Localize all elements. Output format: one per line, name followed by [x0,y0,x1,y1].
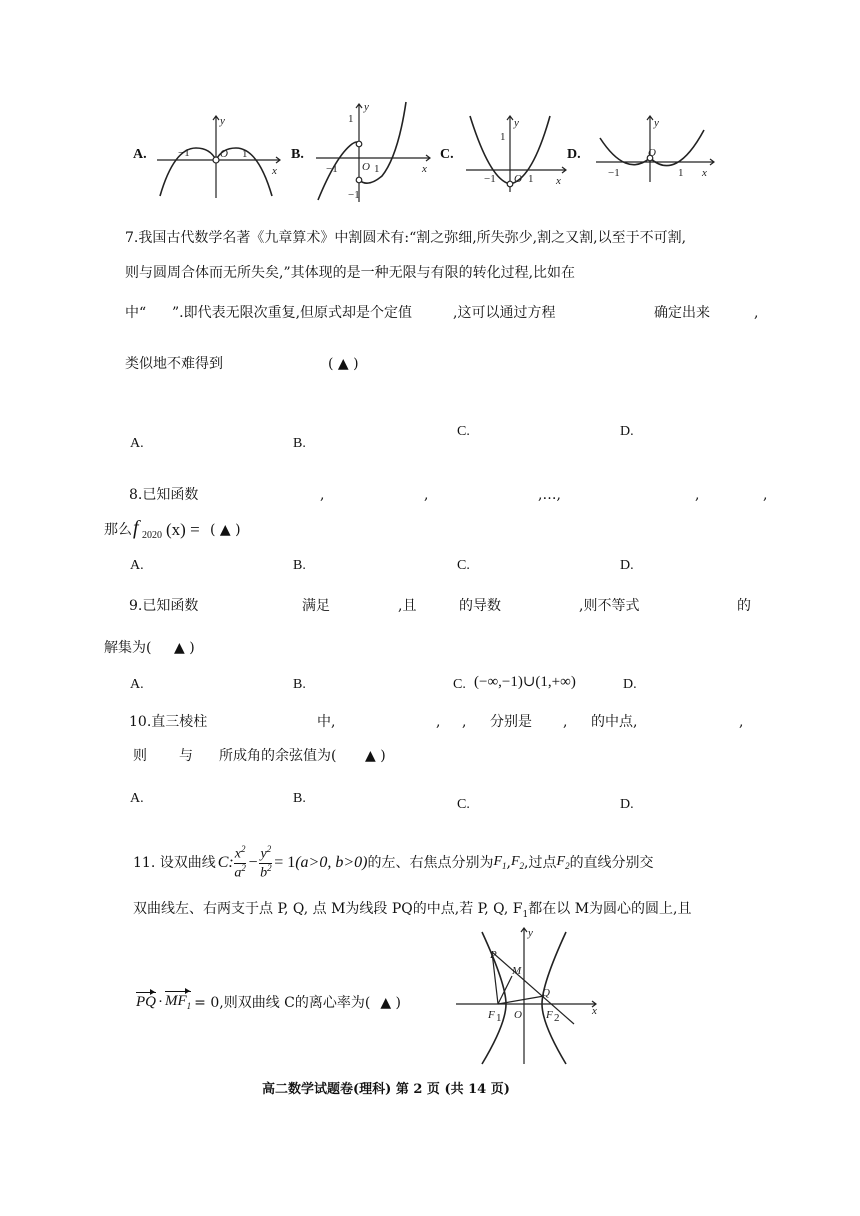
graph-c-tick-y1: 1 [500,131,506,143]
q8-f-symbol: f [133,517,139,539]
q11-prefix: 11. 设双曲线 [133,855,216,871]
q8-comma-3: ,…, [538,487,561,503]
q11-rest-1c: ,过点 [524,855,557,871]
graph-c-x-label: x [556,175,561,187]
graph-c [462,112,570,198]
q9-answer-mark: ▲ ) [174,640,195,656]
q9-text-satisfy: 满足 [302,598,330,614]
graph-d-x-label: x [702,167,707,179]
graph-option-a-label: A. [133,147,147,162]
graph-a-tick-1: 1 [242,148,248,160]
q8-option-c: C. [457,558,470,573]
svg-text:1: 1 [496,1012,502,1024]
q10-line-2-rest: 所成角的余弦值为( [219,748,337,764]
graph-b [312,100,434,204]
hyperbola-point-q: Q [542,987,550,999]
q10-comma-2: , [462,714,467,730]
graph-b-tick-y1: 1 [348,113,354,125]
graph-b-x-label: x [422,163,427,175]
graph-d-origin: O [648,147,656,159]
hyperbola-point-p: P [490,949,497,961]
q10-answer-mark: ▲ ) [365,748,386,764]
graph-d-y-label: y [654,117,659,129]
q10-line-2-and: 与 [179,748,193,764]
hyperbola-origin: O [514,1009,522,1021]
q11-rest-1d: 的直线分别交 [569,855,654,871]
graph-a-y-label: y [220,115,225,127]
q11-fraction-x: $\frac{x^2}{a^2}$ [234,844,246,881]
q8-comma-2: , [424,487,429,503]
q8-option-a: A. [130,558,144,573]
q8-comma-1: , [320,487,325,503]
q9-text-inequality: ,则不等式 [579,598,640,614]
q9-option-c-value: (−∞,−1)∪(1,+∞) [474,674,576,690]
hyperbola-point-f2: F [546,1009,553,1021]
svg-text:2: 2 [554,1012,560,1024]
hyperbola-y-label: y [528,927,533,939]
hyperbola-figure [454,924,604,1068]
q9-text-de: 的 [737,598,751,614]
q11-line-1: 11. 设双曲线 C: $\frac{x^2}{a^2}$ − $\frac{y^2}{b^2}$ = 1 (a>0, b>0) 的左、右焦点分别为 $F_1$ , $F_2$ ,过点 $F_2$ 的直线分别交 [133,844,654,881]
q8-option-d: D. [620,558,634,573]
graph-d [592,112,720,186]
q10-option-a: A. [130,791,144,806]
q10-option-d: D. [620,797,634,812]
q11-vector-pq: PQ [136,994,156,1010]
q7-line-3d: 确定出来 [654,305,710,321]
q9-option-d: D. [623,677,637,692]
q7-option-d: D. [620,424,634,439]
hyperbola-point-m: M [512,965,522,977]
q11-f2: $F_2$ [510,854,525,871]
q11-curve-name: C: [217,854,234,871]
q10-comma-3: , [563,714,568,730]
graph-d-tick-1: 1 [678,167,684,179]
q8-option-b: B. [293,558,306,573]
q11-answer-mark: ▲ ) [380,994,402,1011]
graph-a-origin: O [220,148,228,160]
q9-text-and: ,且 [398,598,417,614]
q7-line-3e: , [754,305,759,321]
page-footer: 高二数学试题卷(理科) 第 2 页 (共 14 页) [262,1082,510,1097]
q7-line-2: 则与圆周合体而无所失矣,”其体现的是一种无限与有限的转化过程,比如在 [125,265,576,281]
q8-f-subscript: 2020 [142,530,162,541]
q10-option-b: B. [293,791,306,806]
q11-f1: $F_1$ [493,854,507,871]
q8-comma-5: , [763,487,768,503]
q8-line-2-prefix: 那么 [104,522,132,538]
q11-equals: = 1 [274,854,296,871]
graph-b-tick-yneg1: −1 [348,189,360,201]
graph-c-tick-neg1: −1 [484,173,496,185]
q10-line-2-then: 则 [133,748,147,764]
graph-a [152,112,287,200]
hyperbola-x-label: x [592,1005,597,1017]
graph-a-x-label: x [272,165,277,177]
graph-b-origin: O [362,161,370,173]
q11-rest-1b: , [506,855,511,871]
q9-line-2: 解集为( [104,640,152,656]
q11-fraction-y: $\frac{y^2}{b^2}$ [260,844,272,881]
q11-vector-mf1: $MF_1$ [165,993,192,1011]
graph-c-origin: O [514,173,522,185]
q11-equals-zero: = 0,则双曲线 C的离心率为( [194,994,371,1011]
q7-answer-mark: ( ▲ ) [328,356,359,372]
q7-line-1: 7.我国古代数学名著《九章算术》中割圆术有:“割之弥细,所失弥少,割之又割,以至于不可割, [125,230,687,246]
graph-b-tick-neg1: −1 [326,163,338,175]
graph-c-tick-1: 1 [528,173,534,185]
q11-condition: (a>0, b>0) [295,854,368,871]
q7-option-a: A. [130,436,144,451]
graph-option-d-label: D. [567,147,581,162]
q8-line-1: 8.已知函数 [129,487,199,503]
q7-option-c: C. [457,424,470,439]
graph-a-tick-neg1: −1 [178,147,190,159]
q8-comma-4: , [695,487,700,503]
graph-option-c-label: C. [440,147,454,162]
q10-text-midpoint: 的中点, [591,714,638,730]
q10-text-are: 分别是 [490,714,532,730]
q9-option-a: A. [130,677,144,692]
q8-f-argument: (x) = [166,520,200,539]
q9-option-b: B. [293,677,306,692]
q8-answer-mark: ( ▲ ) [210,522,241,538]
q10-comma-4: , [739,714,744,730]
q7-line-3b: ”.即代表无限次重复,但原式却是个定值 [172,305,413,321]
q9-text-derivative: 的导数 [459,598,501,614]
q10-comma-1: , [436,714,441,730]
q7-line-3c: ,这可以通过方程 [453,305,556,321]
q10-option-c: C. [457,797,470,812]
graph-b-tick-1: 1 [374,163,380,175]
graph-b-y-label: y [364,101,369,113]
q7-option-b: B. [293,436,306,451]
q7-line-4: 类似地不难得到 [125,356,223,372]
q11-line-2: 双曲线左、右两支于点 P, Q, 点 M为线段 PQ的中点,若 P, Q, $F_1$都在以 M为圆心的圆上,且 [133,901,692,920]
graph-d-tick-neg1: −1 [608,167,620,179]
q11-f2b: $F_2$ [556,854,570,871]
graph-c-y-label: y [514,117,519,129]
q9-line-1: 9.已知函数 [129,598,199,614]
q11-rest-1: 的左、右焦点分别为 [367,855,494,871]
q7-line-3a: 中“ [125,305,147,321]
q10-text-in: 中, [317,714,336,730]
q10-line-1: 10.直三棱柱 [129,714,208,730]
graph-option-b-label: B. [291,147,304,162]
hyperbola-point-f1: F [488,1009,495,1021]
q9-option-c: C. [453,677,466,692]
q11-line-3: PQ · $MF_1$ = 0,则双曲线 C的离心率为( ▲ ) [136,993,402,1011]
